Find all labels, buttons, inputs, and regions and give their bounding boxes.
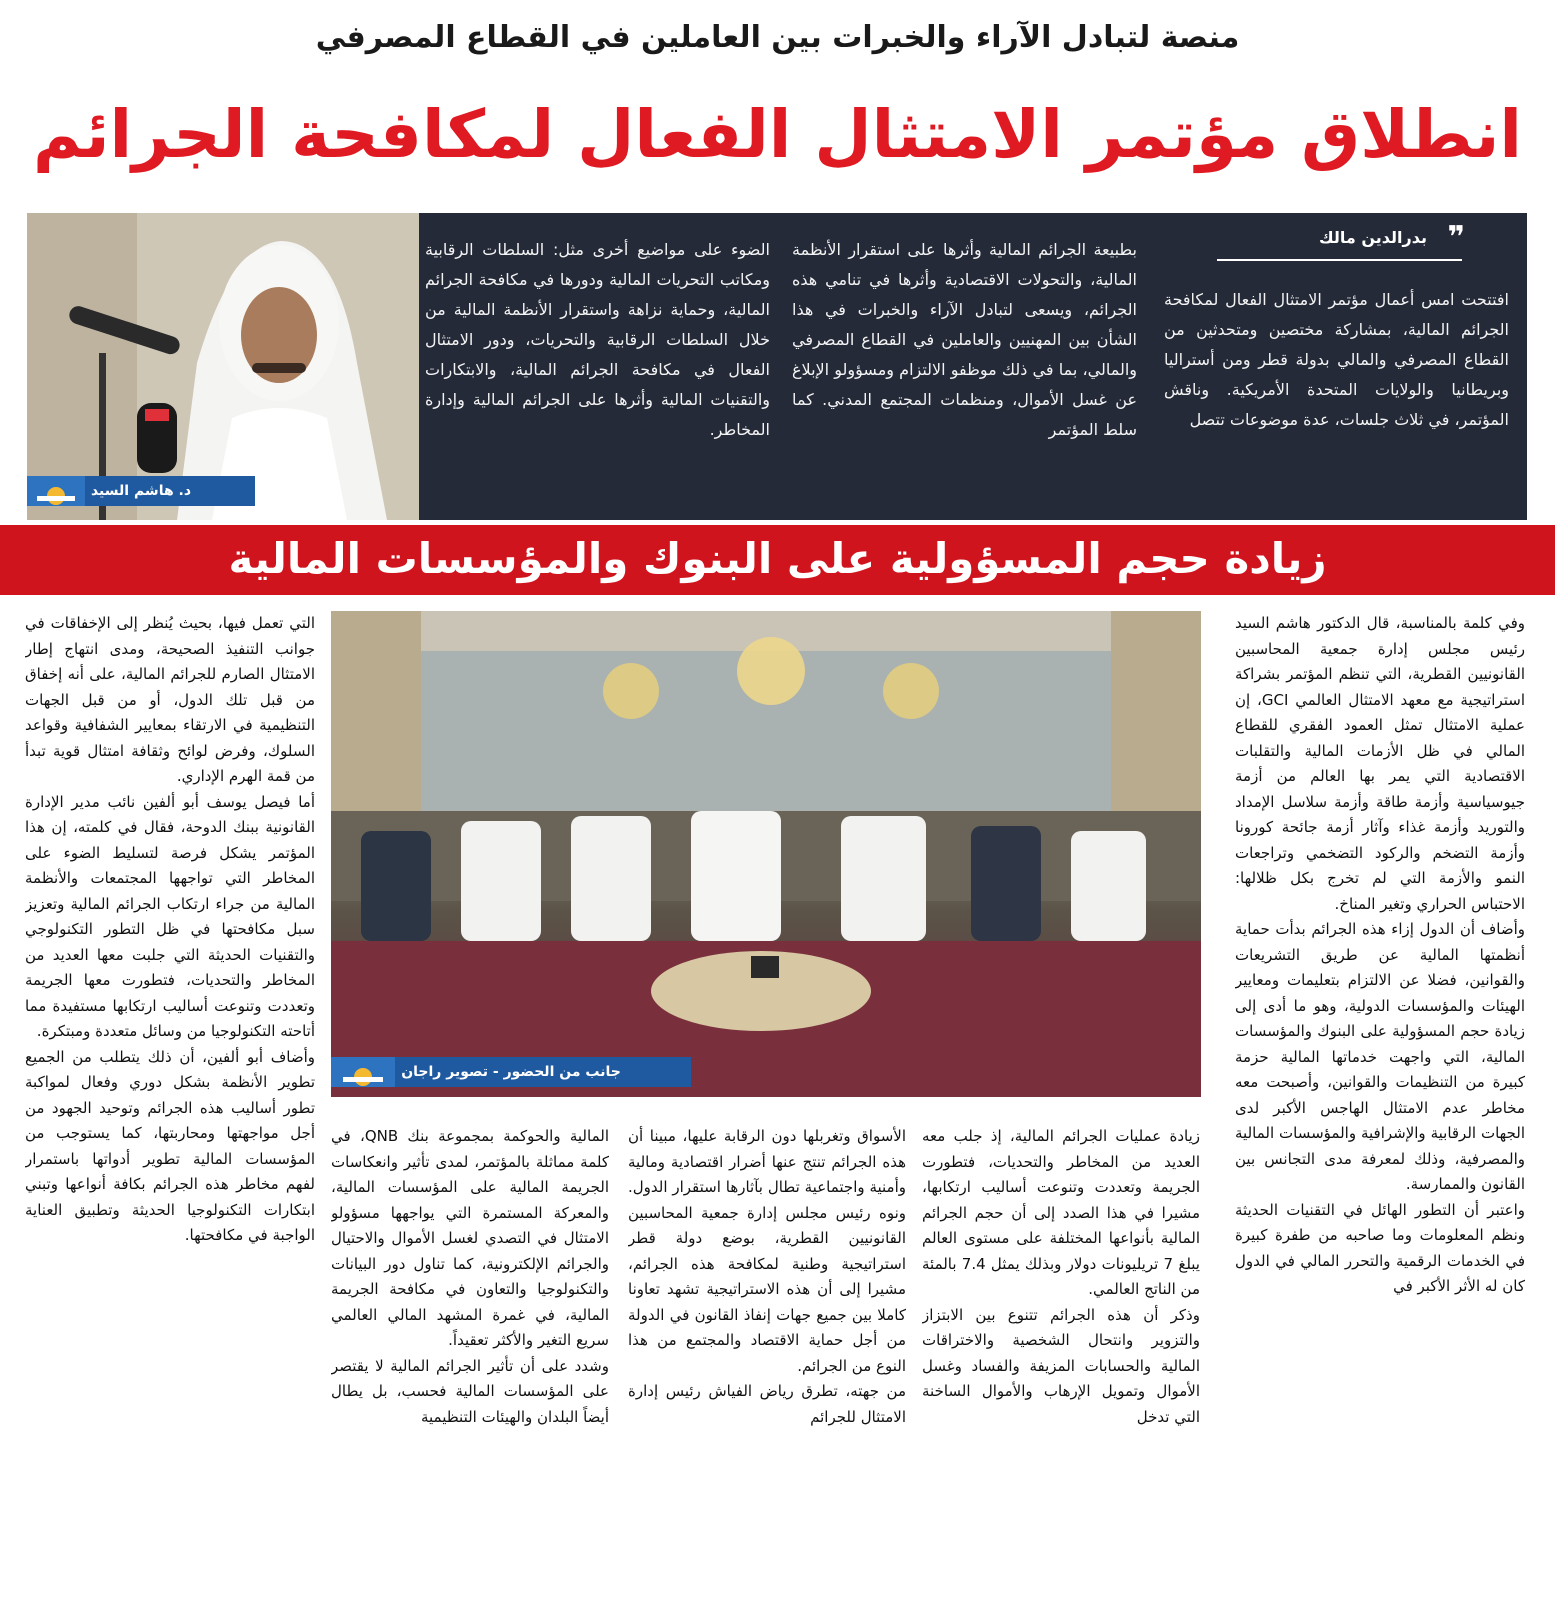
lead-column-3: الضوء على مواضيع أخرى مثل: السلطات الرقابية ومكاتب التحريات المالية ودورها في مكافحة الجرائم المالية، وحماية نزاهة واستقرار الأنظمة المالية من خلال السلطات الرقابية والتحريات، ودور الامتثال الفعال في مكافحة الجرائم المالية، والابتكارات والتقنيات المالية وأثرها على الجرائم المالية وإدارة المخاطر. (425, 240, 770, 439)
paragraph: التي تعمل فيها، بحيث يُنظر إلى الإخفاقات في جوانب التنفيذ الصحيحة، ومدى انتهاج إطار الامتثال الصارم للجرائم المالية، على أنه إخفاق من قبل تلك الدول، أو من قبل الجهات التنظيمية في الارتقاء بمعايير الشفافية وقواعد السلوك، وفرض لوائح وثقافة امتثال قوية تبدأ من قمة الهرم الإداري. (25, 614, 315, 785)
lead-photo (27, 213, 419, 520)
body-column-bottom-3 (331, 1124, 609, 1554)
paragraph: وأضاف أبو ألفين، أن ذلك يتطلب من الجميع تطوير الأنظمة بشكل دوري وفعال لمواكبة تطور أساليب هذه الجرائم وتوحيد الجهود من أجل مواجهتها ومحاربتها، كما يستوجب من المؤسسات المالية تطوير أدواتها باستمرار لفهم مخاطر هذه الجرائم بكافة أنواعها وتبني ابتكارات التكنولوجيا الحديثة وتطبيق العناية الواجبة في مكافحتها. (25, 1047, 315, 1244)
paragraph: وشدد على أن تأثير الجرائم المالية لا يقتصر على المؤسسات المالية فحسب، بل يطال أيضاً البلدان والهيئات التنظيمية (331, 1356, 609, 1426)
paragraph: الأسواق وتغربلها دون الرقابة عليها، مبينا أن هذه الجرائم تنتج عنها أضرار اقتصادية ومالية وأمنية واجتماعية تطال بآثارها استقرار الدول. ونوه رئيس مجلس إدارة جمعية المحاسبين القانونيين القطرية، بوضع دولة قطر استراتيجية وطنية لمكافحة هذه الجرائم، مشيرا إلى أن هذه الاستراتيجية تشهد تعاونا كاملا بين جميع جهات إنفاذ القانون في الدولة من أجل حماية الاقتصاد والمجتمع من هذا النوع من الجرائم. (628, 1127, 906, 1375)
publication-logo-icon (27, 476, 85, 506)
paragraph: المالية والحوكمة بمجموعة بنك QNB، في كلمة مماثلة بالمؤتمر، لمدى تأثير وانعكاسات الجريمة المالية على المؤسسات المالية، والمعركة المستمرة التي يواجهها مسؤولو الامتثال في التصدي لغسل الأموال والاحتيال والجرائم الإلكترونية، كما تناول دور البيانات والتكنولوجيا والتعاون في مكافحة الجريمة المالية، في غمرة المشهد المالي العالمي سريع التغير والأكثر تعقيداً. (331, 1127, 609, 1349)
publication-logo-icon (331, 1057, 395, 1087)
byline: بدرالدين مالك (1319, 228, 1427, 247)
paragraph: واعتبر أن التطور الهائل في التقنيات الحديثة ونظم المعلومات وما صاحبه من طفرة كبيرة في الخدمات الرقمية والتحرر المالي في الدول كان له الأثر الأكبر في (1235, 1200, 1525, 1295)
body-column-bottom-1 (922, 1124, 1200, 1554)
quote-mark-icon: ❞ (1447, 220, 1465, 255)
lead-column-2: بطبيعة الجرائم المالية وأثرها على استقرار الأنظمة المالية، والتحولات الاقتصادية وأثرها في تنامي هذه الجرائم، ويسعى لتبادل الآراء والخبرات في هذا الشأن بين المهنيين والعاملين في القطاع المصرفي والمالي، بما في ذلك موظفو الالتزام ومسؤولو الإبلاغ عن غسل الأموال، ومنظمات المجتمع المدني. كما سلط المؤتمر (792, 240, 1137, 439)
paragraph: من جهته، تطرق رياض الفياش رئيس إدارة الامتثال للجرائم (628, 1382, 906, 1426)
paragraph: أما فيصل يوسف أبو ألفين نائب مدير الإدارة القانونية ببنك الدوحة، فقال في كلمته، إن هذا المؤتمر يشكل فرصة لتسليط الضوء على المخاطر التي تواجهها المجتمعات والأنظمة المالية من جراء ارتكاب الجرائم المالية وتعزيز سبل مكافحتها في ظل التطور التكنولوجي والتقنيات الحديثة التي جلبت معها العديد من المخاطر والتحديات، فتطورت معها الجريمة وتعددت وتنوعت أساليب ارتكابها مستفيدة مما أتاحته التكنولوجيا من وسائل متعددة ومبتكرة. (25, 792, 315, 1040)
paragraph: زيادة عمليات الجرائم المالية، إذ جلب معه العديد من المخاطر والتحديات، فتطورت الجريمة وتعددت وتنوعت أساليب ارتكابها، مشيرا في هذا الصدد إلى أن حجم الجرائم المالية بأنواعها المختلفة على مستوى العالم يبلغ 7 تريليونات دولار وبذلك يمثل 7.4 بالمئة من الناتج العالمي. (922, 1127, 1200, 1298)
main-photo-caption: جانب من الحضور - تصوير راجان (331, 1057, 691, 1087)
lead-photo-caption: د. هاشم السيد (27, 476, 255, 506)
subheadline-bar: زيادة حجم المسؤولية على البنوك والمؤسسات المالية (0, 525, 1555, 595)
paragraph: وفي كلمة بالمناسبة، قال الدكتور هاشم السيد رئيس مجلس إدارة جمعية المحاسبين القانونيين القطرية، التي تنظم المؤتمر بشراكة استراتيجية مع معهد الامتثال العالمي GCI، إن عملية الامتثال تمثل العمود الفقري للقطاع المالي في ظل الأزمات المالية والتقلبات الاقتصادية التي يمر بها العالم من أزمة جيوسياسية وأزمة طاقة وأزمة سلاسل الإمداد والتوريد وأزمة غذاء وآثار أزمة جائحة كورونا وأزمة التضخم والركود التضخمي وتراجعات النمو والأزمة التي لم تخرج بكل ظلالها: الاحتباس الحراري وتغير المناخ. (1235, 614, 1525, 913)
body-column-bottom-2 (628, 1124, 906, 1554)
lead-column-1: افتتحت امس أعمال مؤتمر الامتثال الفعال لمكافحة الجرائم المالية، بمشاركة مختصين ومتحدثين من القطاع المصرفي والمالي بدولة قطر ومن أستراليا وبريطانيا والولايات المتحدة الأمريكية. وناقش المؤتمر، في ثلاث جلسات، عدة موضوعات تتصل (1164, 290, 1509, 429)
paragraph: وأضاف أن الدول إزاء هذه الجرائم بدأت حماية أنظمتها المالية عن طريق التشريعات والقوانين، فضلا عن الالتزام بتعليمات ومعايير الهيئات والمؤسسات الدولية، وهو ما أدى إلى زيادة حجم المسؤولية على البنوك والمؤسسات المالية، التي واجهت خدماتها المالية حزمة كبيرة من التنظيمات والقوانين، وأصبحت معه مخاطر عدم الامتثال الهاجس الأكبر لدى الجهات الرقابية والإشرافية والمؤسسات المالية والمصرفية، وذلك لمعرفة مدى التجانس بين القانون والممارسة. (1235, 920, 1525, 1193)
body-column-right (1235, 611, 1525, 1551)
lead-box (27, 213, 1527, 520)
body-column-left (25, 611, 315, 1551)
portrait-illustration (27, 213, 419, 520)
main-photo (331, 611, 1201, 1097)
kicker: منصة لتبادل الآراء والخبرات بين العاملين في القطاع المصرفي (315, 20, 1240, 55)
headline: انطلاق مؤتمر الامتثال الفعال لمكافحة الجرائم (33, 96, 1522, 173)
conference-hall-illustration (331, 611, 1201, 1097)
paragraph: وذكر أن هذه الجرائم تتنوع بين الابتزاز والتزوير وانتحال الشخصية والاختراقات المالية والحسابات المزيفة والفساد وغسل الأموال وتمويل الإرهاب والأموال الساخنة التي تدخل (922, 1305, 1200, 1426)
byline-rule (1217, 259, 1462, 261)
